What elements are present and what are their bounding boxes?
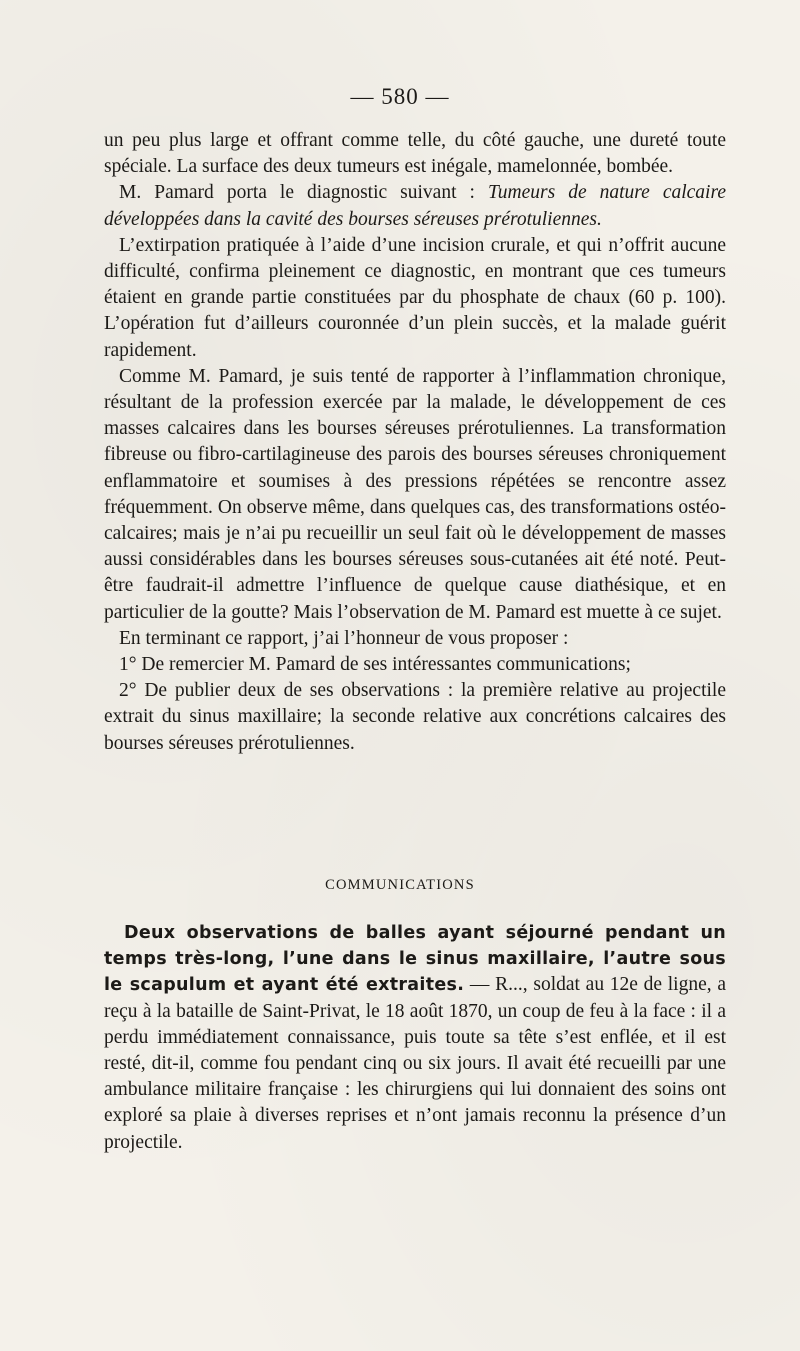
section-heading: COMMUNICATIONS [325,877,475,893]
page-number: — 580 — [350,84,450,109]
paragraph-3: L’extirpation pratiquée à l’aide d’une incision crurale, et qui n’offrit aucune difficulté, confirma pleinement ce diagnostic, en montrant que ces tumeurs étaient en grande partie constituées par du phosphate de chaux (60 p. 100). L’opération fut d’ailleurs couronnée d’un plein succès, et la malade guérit rapidement. [104,234,726,361]
proposal-2: 2° De publier deux de ses observations : la première relative au projectile extrait du sinus maxillaire; la seconde relative aux concrétions calcaires des bourses séreuses prérotuliennes. [104,680,726,754]
paragraph-2-lead: M. Pamard porta le diagnostic suivant : [119,182,488,204]
article-body: — R..., soldat au 12e de ligne, a reçu à la bataille de Saint-Privat, le 18 août 1870, un coup de feu à la face : il a perdu immédiatement connaissance, puis toute sa tête s’est enflée, et il est resté, dit-il, comme fou pendant cinq ou six jours. Il avait été recueilli par une ambulance militaire française : les chirurgiens qui lui donnaient des soins ont exploré sa plaie à diverses reprises et n’ont jamais reconnu la présence d’un projectile. [104,974,727,1153]
paragraph-1: un peu plus large et offrant comme telle, du côté gauche, une dureté toute spéciale. La surface des deux tumeurs est inégale, mamelonnée, bombée. [104,130,726,178]
communication-article [104,920,726,1156]
proposal-1: 1° De remercier M. Pamard de ses intéressantes communications; [119,654,631,676]
diagnosis-italic: Tumeurs de nature calcaire développées dans la cavité des bourses séreuses prérotuliennes. [104,182,726,230]
article-paragraph [104,920,726,1156]
paragraph-5: En terminant ce rapport, j’ai l’honneur de vous proposer : [119,627,569,649]
paragraph-4: Comme M. Pamard, je suis tenté de rapporter à l’inflammation chronique, résultant de la profession exercée par la malade, le développement de ces masses calcaires dans les bourses séreuses prérotuliennes. La transformation fibreuse ou fibro-cartilagineuse des parois des bourses séreuses chroniquement enflammatoire et soumises à des pressions répétées se rencontre assez fréquemment. On observe même, dans quelques cas, des transformations ostéo-calcaires; mais je n’ai pu recueillir un seul fait où le développement de masses aussi considérables dans les bourses séreuses sous-cutanées ait été noté. Peut-être faudrait-il admettre l’influence de quelque cause diathésique, et en particulier de la goutte? Mais l’observation de M. Pamard est muette à ce sujet. [104,365,726,623]
report-body [104,128,726,757]
article-title: Deux observations de balles ayant séjourné pendant un temps très-long, l’une dans le sinus maxillaire, l’autre sous le scapulum et ayant été extraites. [104,923,726,996]
paragraph-2 [104,180,726,232]
